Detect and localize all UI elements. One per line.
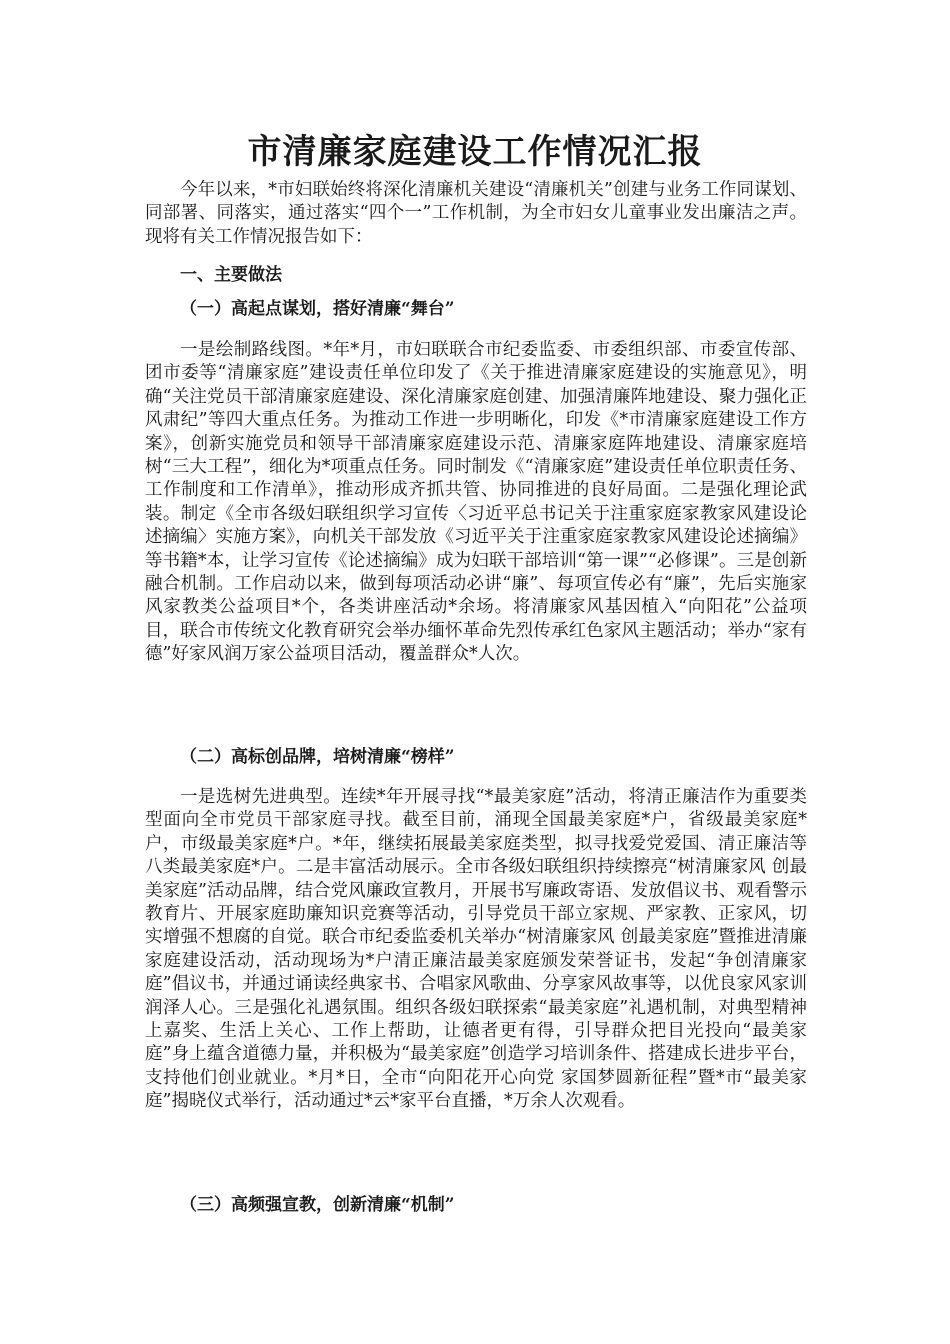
intro-paragraph: 今年以来，*市妇联始终将深化清廉机关建设“清廉机关”创建与业务工作同谋划、同部署、同落实，通过落实“四个一”工作机制，为全市妇女儿童事业发出廉洁之声。现将有关工作情况报告如下： bbox=[145, 180, 807, 247]
subsection-heading-2: （二）高标创品牌，培树清廉“榜样” bbox=[180, 747, 455, 767]
subsection-heading-3: （三）高频强宣教，创新清廉“机制” bbox=[180, 1195, 455, 1215]
subsection-1-body: 一是绘制路线图。*年*月，市妇联联合市纪委监委、市委组织部、市委宣传部、团市委等“清廉家庭”建设责任单位印发了《关于推进清廉家庭建设的实施意见》，明确“关注党员干部清廉家庭建设、深化清廉家庭创建、加强清廉阵地建设、聚力强化正风肃纪”等四大重点任务。为推动工作进一步明晰化，印发《*市清廉家庭建设工作方案》，创新实施党员和领导干部清廉家庭建设示范、清廉家庭阵地建设、清廉家庭培树“三大工程”，细化为*项重点任务。同时制发《“清廉家庭”建设责任单位职责任务、工作制度和工作清单》，推动形成齐抓共管、协同推进的良好局面。二是强化理论武装。制定《全市各级妇联组织学习宣传〈习近平总书记关于注重家庭家教家风建设论述摘编〉实施方案》，向机关干部发放《习近平关于注重家庭家教家风建设论述摘编》等书籍*本，让学习宣传《论述摘编》成为妇联干部培训“第一课”“必修课”。三是创新融合机制。工作启动以来，做到每项活动必讲“廉”、每项宣传必有“廉”，先后实施家风家教类公益项目*个，各类讲座活动*余场。将清廉家风基因植入“向阳花”公益项目，联合市传统文化教育研究会举办缅怀革命先烈传承红色家风主题活动；举办“家有德”好家风润万家公益项目活动，覆盖群众*人次。 bbox=[145, 340, 807, 665]
subsection-2-body: 一是选树先进典型。连续*年开展寻找“*最美家庭”活动，将清正廉洁作为重要类型面向全市党员干部家庭寻找。截至目前，涌现全国最美家庭*户，省级最美家庭*户，市级最美家庭*户。*年，继续拓展最美家庭类型，拟寻找爱党爱国、清正廉洁等八类最美家庭*户。二是丰富活动展示。全市各级妇联组织持续擦亮“树清廉家风 创最美家庭”活动品牌，结合党风廉政宣教月，开展书写廉政寄语、发放倡议书、观看警示教育片、开展家庭助廉知识竞赛等活动，引导党员干部立家规、严家教、正家风，切实增强不想腐的自觉。联合市纪委监委机关举办“树清廉家风 创最美家庭”暨推进清廉家庭建设活动，活动现场为*户清正廉洁最美家庭颁发荣誉证书，发起“争创清廉家庭”倡议书，并通过诵读经典家书、合唱家风歌曲、分享家风故事等，以优良家风家训润泽人心。三是强化礼遇氛围。组织各级妇联探索“最美家庭”礼遇机制，对典型精神上嘉奖、生活上关心、工作上帮助，让德者更有得，引导群众把目光投向“最美家庭”身上蕴含道德力量，并积极为“最美家庭”创造学习培训条件、搭建成长进步平台，支持他们创业就业。*月*日，全市“向阳花开心向党 家国梦圆新征程”暨*市“最美家庭”揭晓仪式举行，活动通过*云*家平台直播，*万余人次观看。 bbox=[145, 787, 807, 1112]
subsection-heading-1: （一）高起点谋划，搭好清廉“舞台” bbox=[180, 299, 455, 319]
document-title: 市清廉家庭建设工作情况汇报 bbox=[247, 132, 703, 172]
section-heading-main-practices: 一、主要做法 bbox=[180, 265, 282, 285]
